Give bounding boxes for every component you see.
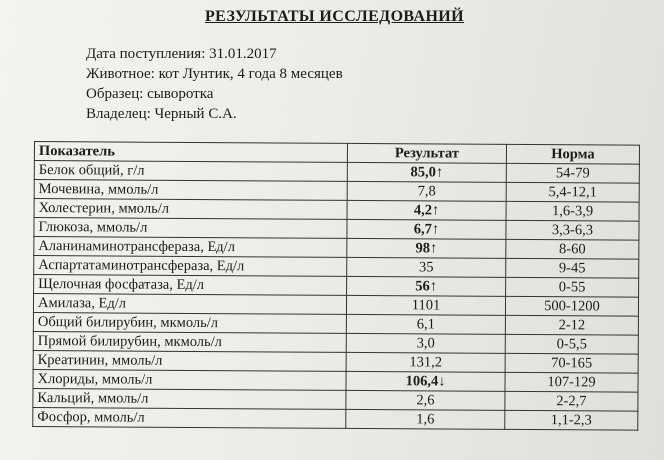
norm-cell: 0-5,5 — [505, 334, 638, 354]
parameter-cell: Белок общий, г/л — [34, 161, 347, 182]
norm-cell: 70-165 — [505, 353, 638, 373]
parameter-cell: Аспартатаминотрансфераза, Ед/л — [34, 256, 347, 277]
norm-cell: 3,3-6,3 — [506, 220, 639, 240]
parameter-cell: Глюкоза, ммоль/л — [34, 218, 347, 239]
receipt-date: Дата поступления: 31.01.2017 — [86, 46, 277, 62]
result-cell: 6,7↑ — [347, 219, 506, 239]
result-cell: 4,2↑ — [347, 200, 506, 220]
parameter-cell: Мочевина, ммоль/л — [34, 180, 347, 201]
result-cell: 6,1 — [346, 314, 505, 334]
parameter-cell: Кальций, ммоль/л — [33, 388, 346, 409]
parameter-cell: Хлориды, ммоль/л — [33, 369, 346, 390]
parameter-cell: Прямой билирубин, мкмоль/л — [33, 331, 346, 352]
results-table-body — [33, 161, 640, 431]
norm-cell: 9-45 — [506, 258, 639, 278]
parameter-cell: Фосфор, ммоль/л — [33, 407, 346, 428]
norm-cell: 54-79 — [506, 163, 639, 183]
sample-type: Образец: сыворотка — [86, 86, 214, 102]
owner-name: Владелец: Черный С.А. — [86, 106, 237, 122]
norm-cell: 1,1-2,3 — [505, 410, 638, 430]
norm-cell: 500-1200 — [505, 296, 638, 316]
result-cell: 1,6 — [346, 409, 505, 429]
parameter-cell: Щелочная фосфатаза, Ед/л — [34, 275, 347, 296]
result-cell: 85,0↑ — [347, 162, 506, 182]
result-cell: 106,4↓ — [346, 371, 505, 391]
result-cell: 56↑ — [347, 276, 506, 296]
column-header-norm: Норма — [506, 144, 639, 164]
parameter-cell: Холестерин, ммоль/л — [34, 199, 347, 220]
result-cell: 2,6 — [346, 390, 505, 410]
norm-cell: 2-12 — [505, 315, 638, 335]
parameter-cell: Амилаза, Ед/л — [33, 294, 346, 315]
norm-cell: 2-2,7 — [505, 391, 638, 411]
result-cell: 98↑ — [347, 238, 506, 258]
column-header-parameter: Показатель — [34, 142, 347, 163]
norm-cell: 0-55 — [506, 277, 639, 297]
result-cell: 131,2 — [346, 352, 505, 372]
parameter-cell: Аланинаминотрансфераза, Ед/л — [34, 237, 347, 258]
report-meta — [86, 44, 343, 124]
animal-info: Животное: кот Лунтик, 4 года 8 месяцев — [86, 66, 343, 82]
result-cell: 3,0 — [346, 333, 505, 353]
norm-cell: 107-129 — [505, 372, 638, 392]
results-table — [32, 141, 640, 431]
norm-cell: 8-60 — [506, 239, 639, 259]
table-row — [33, 407, 638, 430]
result-cell: 35 — [347, 257, 506, 277]
column-header-result: Результат — [347, 143, 506, 163]
result-cell: 1101 — [346, 295, 505, 315]
norm-cell: 1,6-3,9 — [506, 201, 639, 221]
report-title: РЕЗУЛЬТАТЫ ИССЛЕДОВАНИЙ — [205, 8, 464, 25]
norm-cell: 5,4-12,1 — [506, 182, 639, 202]
parameter-cell: Креатинин, ммоль/л — [33, 350, 346, 371]
result-cell: 7,8 — [347, 181, 506, 201]
parameter-cell: Общий билирубин, мкмоль/л — [33, 312, 346, 333]
